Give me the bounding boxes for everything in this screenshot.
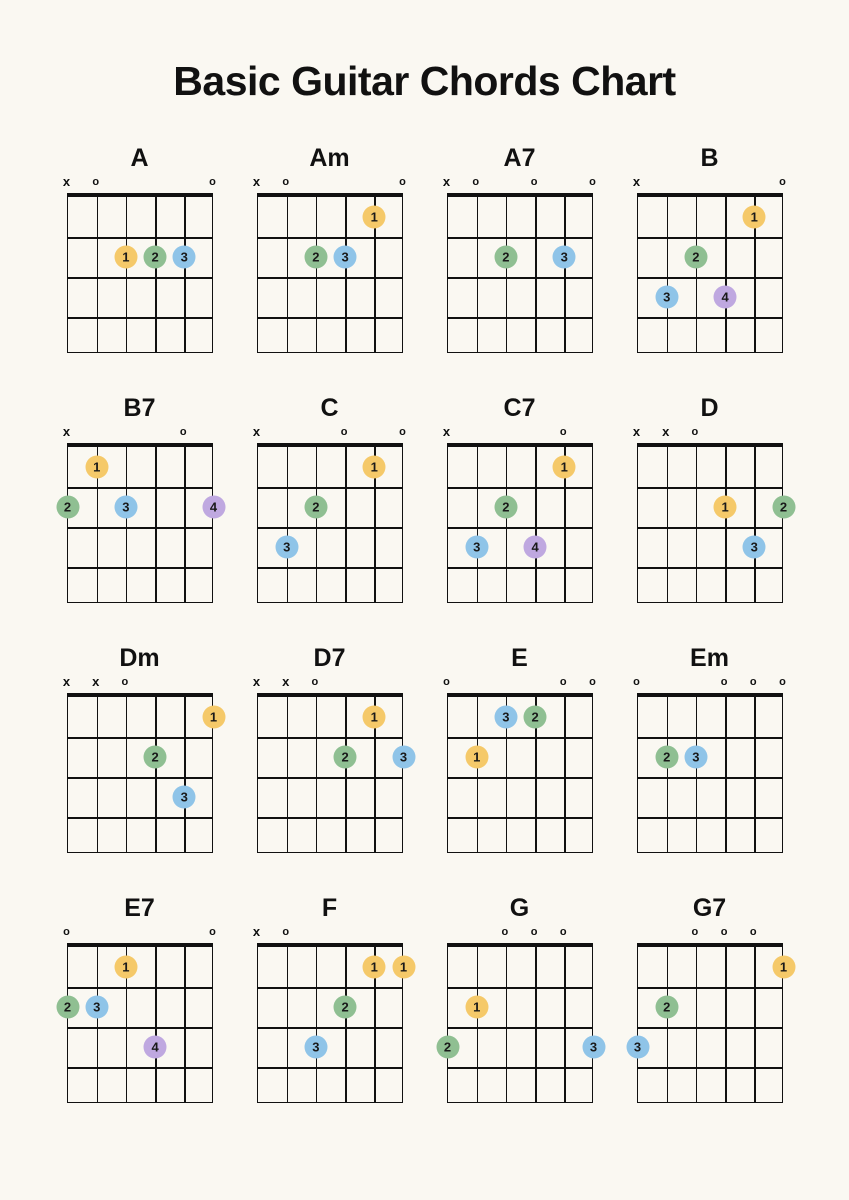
string-line [345,447,347,602]
string-line [184,197,186,352]
finger-dot: 3 [173,246,196,269]
fretboard [257,943,408,1103]
finger-dot: 4 [714,286,737,309]
fret-line [448,987,592,989]
finger-dot: 3 [582,1036,605,1059]
finger-dot: 3 [173,786,196,809]
open-string-icon: o [501,926,509,938]
fret-line [638,987,782,989]
string-line [725,947,727,1102]
string-line [155,697,157,852]
open-string-icon: o [530,176,538,188]
open-string-icon: o [209,176,216,188]
string-line [667,947,669,1102]
finger-dot: 2 [524,706,547,729]
finger-dot: 1 [363,706,386,729]
muted-string-icon: x [632,424,641,439]
string-line [506,947,508,1102]
fretboard [443,943,598,1103]
fret-line [638,1067,782,1069]
chord-diagram-g [425,893,615,1143]
fretboard [67,693,218,853]
open-string-icon: o [691,926,699,938]
string-line [97,697,99,852]
open-string-icon: o [399,426,406,438]
finger-dot: 2 [56,996,79,1019]
fret-line [258,237,402,239]
string-line [506,197,508,352]
chord-name: D [700,394,719,422]
open-string-icon: o [443,676,450,688]
open-string-icon: o [340,426,348,438]
fret-line [258,487,402,489]
finger-dot: 3 [743,536,766,559]
fretboard [637,193,783,353]
string-line [155,197,157,352]
fret-line [448,317,592,319]
chord-name: Em [690,644,729,672]
muted-string-icon: x [442,174,451,189]
open-string-icon: o [121,676,129,688]
chord-name: B [700,144,719,172]
string-line [564,697,566,852]
fret-line [258,777,402,779]
chord-name: Am [309,144,350,172]
chord-name: A7 [503,144,536,172]
open-mute-markers [442,173,596,191]
muted-string-icon: x [62,424,71,439]
muted-string-icon: x [252,174,261,189]
chord-diagram-d7 [235,643,425,893]
string-line [345,697,347,852]
string-line [667,197,669,352]
finger-dot: 3 [334,246,357,269]
string-line [345,197,347,352]
string-line [696,447,698,602]
finger-dot: 2 [334,746,357,769]
finger-dot: 4 [524,536,547,559]
finger-dot: 2 [772,496,795,519]
finger-dot: 1 [202,706,225,729]
string-line [126,697,128,852]
fret-line [638,567,782,569]
string-line [667,447,669,602]
open-string-icon: o [282,926,290,938]
fret-line [638,527,782,529]
fret-line [448,487,592,489]
fret-line [638,1027,782,1029]
fret-line [258,277,402,279]
open-mute-markers [442,423,593,441]
chord-name: Dm [119,644,160,672]
string-line [184,447,186,602]
fret-line [448,817,592,819]
finger-dot: 4 [202,496,225,519]
fret-line [68,237,212,239]
finger-dot: 2 [436,1036,459,1059]
fret-line [448,1027,592,1029]
fretboard [637,443,788,603]
string-line [477,447,479,602]
open-string-icon: o [559,676,567,688]
finger-dot: 1 [465,746,488,769]
fret-line [258,737,402,739]
chord-name: C7 [503,394,536,422]
fret-line [638,317,782,319]
open-string-icon: o [399,176,406,188]
open-string-icon: o [779,676,786,688]
fret-line [638,277,782,279]
fret-line [258,527,402,529]
open-string-icon: o [779,176,786,188]
fret-line [258,1027,402,1029]
fret-line [448,527,592,529]
finger-dot: 3 [114,496,137,519]
open-mute-markers [443,673,596,691]
string-line [696,947,698,1102]
open-string-icon: o [472,176,480,188]
fret-line [448,277,592,279]
finger-dot: 1 [363,206,386,229]
finger-dot: 4 [144,1036,167,1059]
open-mute-markers [632,423,783,441]
chord-diagram-e [425,643,615,893]
fret-line [638,237,782,239]
chord-diagram-d [615,393,805,643]
finger-dot: 1 [553,456,576,479]
string-line [477,947,479,1102]
open-string-icon: o [589,676,596,688]
finger-dot: 2 [304,246,327,269]
finger-dot: 3 [553,246,576,269]
finger-dot: 1 [392,956,415,979]
open-mute-markers [62,423,213,441]
fret-line [258,1067,402,1069]
finger-dot: 2 [304,496,327,519]
string-line [316,447,318,602]
fret-line [68,987,212,989]
string-line [184,697,186,852]
fretboard [633,943,788,1103]
muted-string-icon: x [252,674,261,689]
fret-line [258,817,402,819]
fretboard [67,193,213,353]
string-line [564,947,566,1102]
open-string-icon: o [720,676,728,688]
fretboard [637,693,783,853]
fretboard [257,443,403,603]
string-line [287,197,289,352]
finger-dot: 2 [655,746,678,769]
chord-name: E [511,644,528,672]
string-line [754,947,756,1102]
open-string-icon: o [559,926,567,938]
muted-string-icon: x [662,424,670,439]
finger-dot: 3 [494,706,517,729]
fretboard [257,693,408,853]
finger-dot: 2 [144,246,167,269]
chord-diagram-am [235,143,425,393]
muted-string-icon: x [92,674,100,689]
fret-line [68,317,212,319]
open-mute-markers [252,423,406,441]
open-string-icon: o [92,176,100,188]
string-line [725,697,727,852]
fret-line [448,1067,592,1069]
open-mute-markers [62,673,213,691]
string-line [316,697,318,852]
open-string-icon: o [282,176,290,188]
open-string-icon: o [749,676,757,688]
finger-dot: 2 [684,246,707,269]
muted-string-icon: x [252,924,261,939]
chord-name: D7 [313,644,346,672]
chord-grid [45,143,805,1143]
fretboard [447,443,593,603]
open-string-icon: o [311,676,319,688]
chord-diagram-c [235,393,425,643]
open-mute-markers [447,923,593,941]
chord-name: G [509,894,530,922]
finger-dot: 2 [56,496,79,519]
fretboard [63,443,218,603]
open-string-icon: o [559,426,567,438]
string-line [667,697,669,852]
fret-line [68,1067,212,1069]
fretboard [63,943,213,1103]
chord-diagram-a7 [425,143,615,393]
finger-dot: 3 [465,536,488,559]
string-line [345,947,347,1102]
chord-name: B7 [123,394,156,422]
finger-dot: 3 [626,1036,649,1059]
fret-line [258,987,402,989]
fretboard [257,193,403,353]
finger-dot: 1 [363,456,386,479]
string-line [477,697,479,852]
muted-string-icon: x [442,424,451,439]
string-line [477,197,479,352]
chord-name: C [320,394,339,422]
finger-dot: 2 [494,496,517,519]
string-line [564,197,566,352]
finger-dot: 2 [144,746,167,769]
open-mute-markers [632,173,786,191]
muted-string-icon: x [282,674,290,689]
muted-string-icon: x [632,174,641,189]
fret-line [448,737,592,739]
string-line [287,447,289,602]
open-mute-markers [62,173,216,191]
finger-dot: 1 [465,996,488,1019]
muted-string-icon: x [62,674,71,689]
finger-dot: 3 [85,996,108,1019]
fretboard [447,693,593,853]
chord-name: A [130,144,149,172]
open-string-icon: o [209,926,216,938]
string-line [287,697,289,852]
open-mute-markers [252,673,403,691]
fret-line [638,777,782,779]
chord-diagram-dm [45,643,235,893]
string-line [184,947,186,1102]
finger-dot: 1 [714,496,737,519]
finger-dot: 3 [655,286,678,309]
fret-line [258,567,402,569]
string-line [754,697,756,852]
fret-line [68,777,212,779]
fret-line [68,527,212,529]
string-line [696,697,698,852]
open-string-icon: o [691,426,699,438]
open-string-icon: o [63,926,70,938]
chord-diagram-c7 [425,393,615,643]
string-line [155,947,157,1102]
fret-line [448,777,592,779]
finger-dot: 1 [772,956,795,979]
open-mute-markers [63,923,216,941]
string-line [155,447,157,602]
fret-line [68,277,212,279]
open-string-icon: o [530,926,538,938]
fret-line [638,487,782,489]
string-line [696,197,698,352]
finger-dot: 2 [494,246,517,269]
fret-line [258,317,402,319]
finger-dot: 3 [392,746,415,769]
string-line [506,447,508,602]
finger-dot: 3 [684,746,707,769]
open-string-icon: o [633,676,640,688]
fret-line [68,737,212,739]
open-string-icon: o [749,926,757,938]
open-mute-markers [252,173,406,191]
fret-line [448,567,592,569]
string-line [535,947,537,1102]
fretboard [447,193,593,353]
fret-line [68,487,212,489]
string-line [97,197,99,352]
open-string-icon: o [589,176,596,188]
open-string-icon: o [179,426,187,438]
fret-line [68,817,212,819]
string-line [535,197,537,352]
string-line [316,197,318,352]
fret-line [638,817,782,819]
muted-string-icon: x [252,424,261,439]
string-line [316,947,318,1102]
chord-diagram-b [615,143,805,393]
chord-diagram-f [235,893,425,1143]
fret-line [448,237,592,239]
finger-dot: 1 [114,956,137,979]
chord-name: F [321,894,338,922]
finger-dot: 2 [334,996,357,1019]
string-line [725,197,727,352]
fret-line [638,737,782,739]
chord-diagram-e7 [45,893,235,1143]
fret-line [68,1027,212,1029]
chord-diagram-em [615,643,805,893]
fret-line [68,567,212,569]
finger-dot: 1 [114,246,137,269]
string-line [725,447,727,602]
chord-name: G7 [692,894,727,922]
finger-dot: 2 [655,996,678,1019]
string-line [126,447,128,602]
chord-diagram-a [45,143,235,393]
open-mute-markers [252,923,403,941]
open-mute-markers [633,673,786,691]
string-line [287,947,289,1102]
open-mute-markers [637,923,783,941]
string-line [754,447,756,602]
open-string-icon: o [720,926,728,938]
chord-name: E7 [124,894,155,922]
finger-dot: 3 [304,1036,327,1059]
chord-diagram-b7 [45,393,235,643]
muted-string-icon: x [62,174,71,189]
finger-dot: 1 [743,206,766,229]
finger-dot: 3 [275,536,298,559]
string-line [97,947,99,1102]
page-title: Basic Guitar Chords Chart [173,58,676,104]
string-line [126,197,128,352]
finger-dot: 1 [85,456,108,479]
chord-diagram-g7 [615,893,805,1143]
finger-dot: 1 [363,956,386,979]
string-line [535,447,537,602]
